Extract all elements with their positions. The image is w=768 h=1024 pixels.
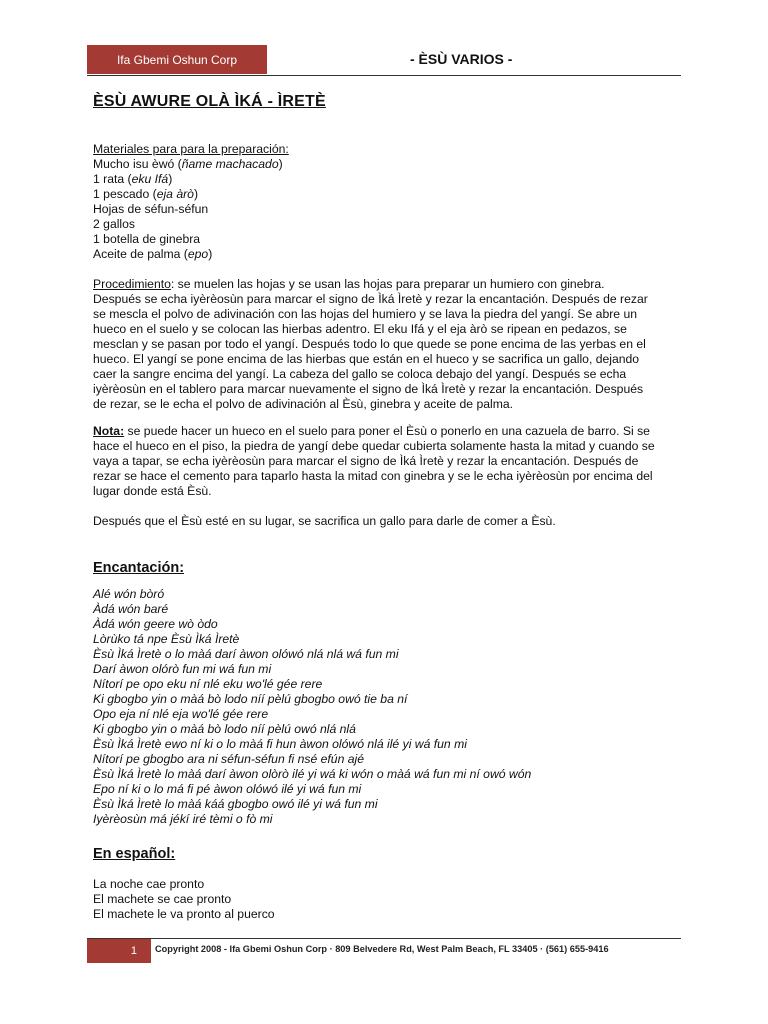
procedure-text: Después se echa iyèrèosùn para marcar el signo de Ìká Ìretè y rezar la encantación. Después de rezar (93, 292, 648, 306)
note-line (93, 454, 678, 469)
note-label: Nota: (93, 424, 125, 438)
note-text: vaya a tapar, se echa iyèrèosùn para marcar el signo de Ìká Ìretè y rezar la encantación. Después de (93, 454, 639, 468)
header-badge (87, 45, 267, 74)
encantacion-line: Èsù Ìká Ìretè lo màá káá gbogbo owó ilé yi wá fun mi (93, 797, 378, 811)
header-divider (87, 75, 681, 76)
procedure-text: hueco. El yangí se pone encima de las hierbas que están en el hueco y se sacrifica un gallo, dejando (93, 352, 640, 366)
closing-text: Después que el Èsù esté en su lugar, se sacrifica un gallo para darle de comer a Èsù. (93, 514, 556, 528)
espanol-line: La noche cae pronto (93, 877, 205, 891)
note-text: lugar donde está Èsù. (93, 484, 212, 498)
encantacion-line: Epo ní ki o lo má fi pé àwon olówó ilé yi wá fun mi (93, 782, 362, 796)
encantacion-line: Nítorí pe opo eku ní nlé eku wo'lé gée rere (93, 677, 323, 691)
material-italic: ñame machacado (181, 157, 279, 171)
encantacion-line: Àdá wón baré (93, 602, 169, 616)
procedure-line (93, 292, 678, 307)
note-paragraph (93, 424, 678, 499)
procedure-line (93, 367, 678, 382)
material-item (93, 217, 678, 232)
footer-divider (87, 938, 681, 939)
header-section-title: - ÈSÙ VARIOS - (410, 51, 513, 67)
espanol-section (93, 877, 678, 922)
material-item (93, 187, 678, 202)
encantacion-line: Ki gbogbo yin o màá bò lodo níí pèlú gbogbo owó tie ba ní (93, 692, 408, 706)
page-number: 1 (130, 945, 137, 957)
encantacion-section (93, 587, 678, 827)
espanol-lines (93, 877, 678, 922)
note-line (93, 439, 678, 454)
note-text: se puede hacer un hueco en el suelo para poner el Èsù o ponerlo en una cazuela de barro. Si se (124, 424, 650, 438)
material-text: Mucho isu èwó ( (93, 157, 182, 171)
procedure-line (93, 397, 678, 412)
note-line (93, 424, 678, 439)
encantacion-line: Darí àwon olórò fun mi wá fun mi (93, 662, 272, 676)
material-item (93, 202, 678, 217)
procedure-line (93, 277, 678, 292)
material-text-end: ) (208, 247, 213, 261)
encantacion-heading: Encantación: (93, 560, 185, 576)
procedure-line (93, 337, 678, 352)
material-text-end: ) (168, 172, 173, 186)
procedure-line (93, 382, 678, 397)
procedure-line (93, 322, 678, 337)
procedure-line (93, 307, 678, 322)
espanol-heading: En español: (93, 846, 176, 862)
page-number-badge (87, 939, 151, 963)
procedure-text: de rezar, se le echa el polvo de adivinación al Èsù, ginebra y aceite de palma. (93, 397, 514, 411)
material-text: 1 botella de ginebra (93, 232, 201, 246)
materials-section (93, 142, 678, 262)
encantacion-line: Èsù Ìká Ìretè ewo ní ki o lo màá fi hun àwon olówó nlá ilé yi wá fun mi (93, 737, 467, 751)
material-text-end: ) (193, 187, 199, 201)
materials-list (93, 157, 678, 262)
encantacion-line: Ki gbogbo yin o màá bò lodo níí pèlú owó nlá nlá (93, 722, 356, 736)
document-title: ÈSÙ AWURE OLÀ ÌKÁ - ÌRETÈ (93, 93, 326, 110)
procedure-line (93, 352, 678, 367)
footer-copyright: Copyright 2008 - Ifa Gbemi Oshun Corp · 809 Belvedere Rd, West Palm Beach, FL 33405 · (561) 655-9416 (155, 944, 609, 954)
closing-paragraph (93, 514, 678, 529)
material-text: 2 gallos (93, 217, 136, 231)
procedure-label: Procedimiento (93, 277, 171, 291)
encantacion-line: Nítorí pe gbogbo ara ni séfun-séfun fi nsé efún ajé (93, 752, 365, 766)
encantacion-line: Iyèrèosùn má jékí iré tèmi o fò mi (93, 812, 273, 826)
encantacion-line: Opo eja ní nlé eja wo'lé gée rere (93, 707, 269, 721)
encantacion-line: Èsù Ìká Ìretè o lo màá darí àwon olówó nlá nlá wá fun mi (93, 647, 399, 661)
note-text: hace el hueco en el piso, la piedra de yangí debe quedar cubierta solamente hasta la mitad y cuando se (93, 439, 655, 453)
espanol-line: El machete se cae pronto (93, 892, 232, 906)
note-text: rezar se hace el cemento para taparlo hasta la mitad con ginebra y se le echa iyèrèosùn por encima del (93, 469, 653, 483)
procedure-paragraph (93, 277, 678, 412)
materials-heading: Materiales para para la preparación: (93, 142, 289, 156)
procedure-section (93, 277, 678, 412)
procedure-text: caer la sangre encima del yangí. La cabeza del gallo se coloca debajo del yangí. Después se echa (93, 367, 627, 381)
material-item (93, 232, 678, 247)
material-italic: epo (187, 247, 209, 261)
material-item (93, 172, 678, 187)
material-text: 1 rata ( (93, 172, 132, 186)
encantacion-line: Lòrùko tá npe Èsù Ìká Ìretè (93, 632, 240, 646)
material-text: Hojas de séfun-séfun (93, 202, 209, 216)
material-text: Aceite de palma ( (93, 247, 188, 261)
procedure-text: se mescla el polvo de adivinación con las hojas del humiero y se lava la piedra del yangí. Se abre un (93, 307, 638, 321)
procedure-text: hueco en el suelo y se colocan las hierbas adentro. El eku Ifá y el eja àrò se ripean en pedazos, se (93, 322, 627, 336)
material-text: 1 pescado ( (93, 187, 157, 201)
note-section (93, 424, 678, 499)
header-badge-text: Ifa Gbemi Oshun Corp (116, 52, 238, 67)
espanol-line: El machete le va pronto al puerco (93, 907, 275, 921)
encantacion-line: Èsù Ìká Ìretè lo màá darí àwon olòrò ilé yi wá ki wón o màá wá fun mi ní owó wón (93, 767, 532, 781)
procedure-text: mesclan y se pasan por todo el yangí. Después todo lo que quede se pone encima de las yerbas en el (93, 337, 646, 351)
material-italic: eku Ifá (131, 172, 169, 186)
encantacion-lines (93, 587, 678, 827)
procedure-text: : se muelen las hojas y se usan las hojas para preparar un humiero con ginebra. (170, 277, 605, 291)
note-line (93, 469, 678, 484)
encantacion-line: Alé wón bòró (93, 587, 165, 601)
material-italic: eja àrò (156, 187, 194, 201)
encantacion-line: Àdá wón geere wò òdo (93, 617, 218, 631)
material-item (93, 247, 678, 262)
procedure-text: iyèrèosùn en el tablero para marcar nuevamente el signo de Ìká Ìretè y rezar la encantación. Después (93, 382, 644, 396)
material-item (93, 157, 678, 172)
material-text-end: ) (278, 157, 283, 171)
note-line (93, 484, 678, 499)
